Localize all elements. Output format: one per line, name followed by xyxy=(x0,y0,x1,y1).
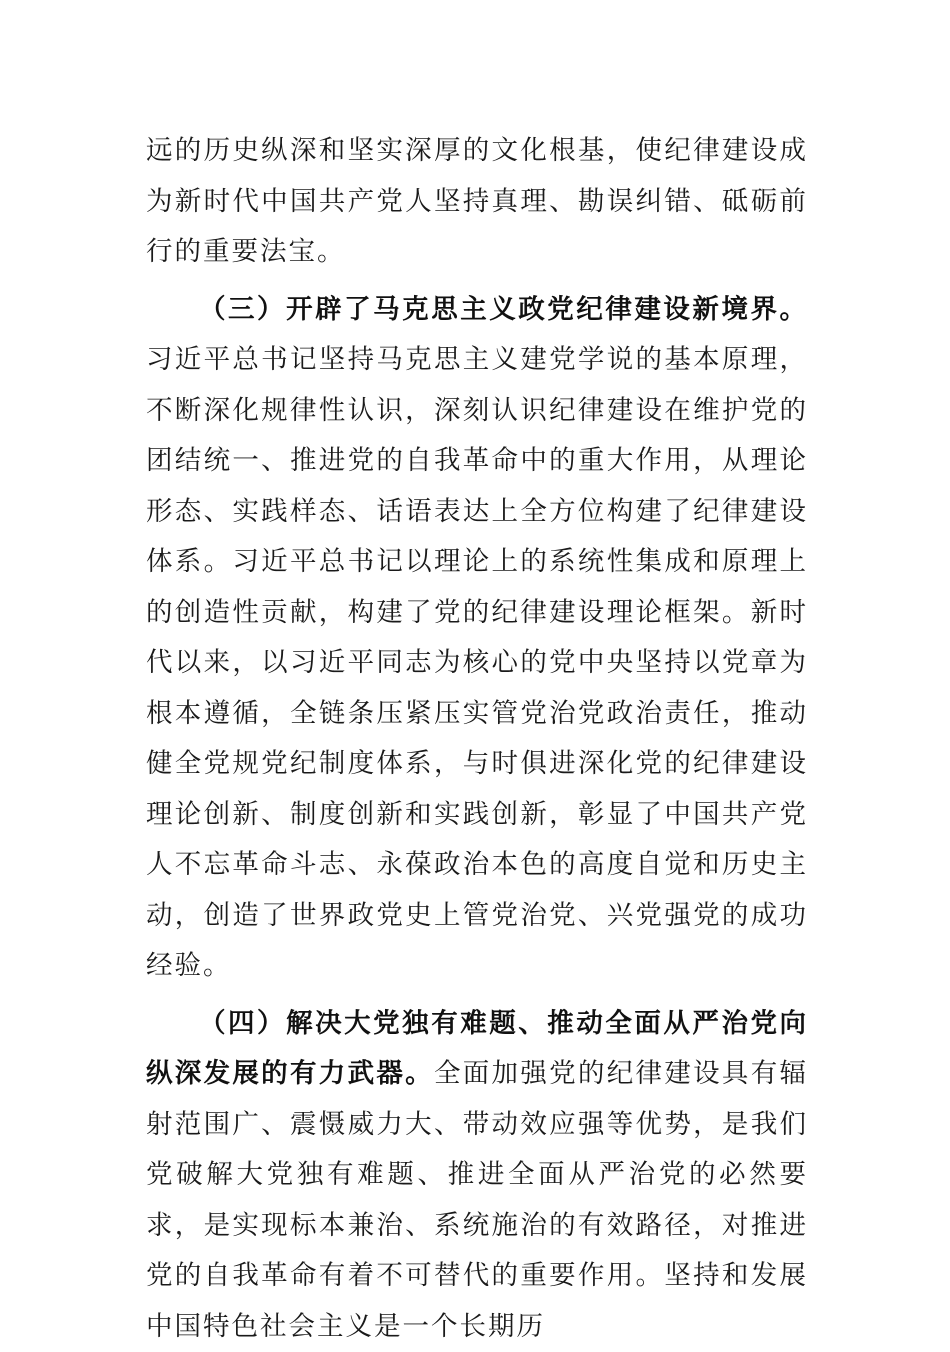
section-heading: （三）开辟了马克思主义政党纪律建设新境界。 xyxy=(199,294,808,325)
paragraph-section-four xyxy=(146,999,808,1352)
paragraph-text: 远的历史纵深和坚实深厚的文化根基，使纪律建设成为新时代中国共产党人坚持真理、勘误纠错、砥砺前行的重要法宝。 xyxy=(146,135,808,267)
paragraph-continuation xyxy=(146,126,808,278)
document-body xyxy=(146,126,808,1352)
paragraph-section-three xyxy=(146,285,808,992)
paragraph-text: 习近平总书记坚持马克思主义建党学说的基本原理，不断深化规律性认识，深刻认识纪律建设在维护党的团结统一、推进党的自我革命中的重大作用，从理论形态、实践样态、话语表达上全方位构建了纪律建设体系。习近平总书记以理论上的系统性集成和原理上的创造性贡献，构建了党的纪律建设理论框架。新时代以来，以习近平同志为核心的党中央坚持以党章为根本遵循，全链条压紧压实管党治党政治责任，推动健全党规党纪制度体系，与时俱进深化党的纪律建设理论创新、制度创新和实践创新，彰显了中国共产党人不忘革命斗志、永葆政治本色的高度自觉和历史主动，创造了世界政党史上管党治党、兴党强党的成功经验。 xyxy=(146,344,808,981)
section-heading: （四）解决大党独有难题、推动全面从严治党向纵深发展的有力武器。 xyxy=(146,1008,808,1090)
paragraph-text: 全面加强党的纪律建设具有辐射范围广、震慑威力大、带动效应强等优势，是我们党破解大党独有难题、推进全面从严治党的必然要求，是实现标本兼治、系统施治的有效路径，对推进党的自我革命有着不可替代的重要作用。坚持和发展中国特色社会主义是一个长期历 xyxy=(146,1058,808,1342)
